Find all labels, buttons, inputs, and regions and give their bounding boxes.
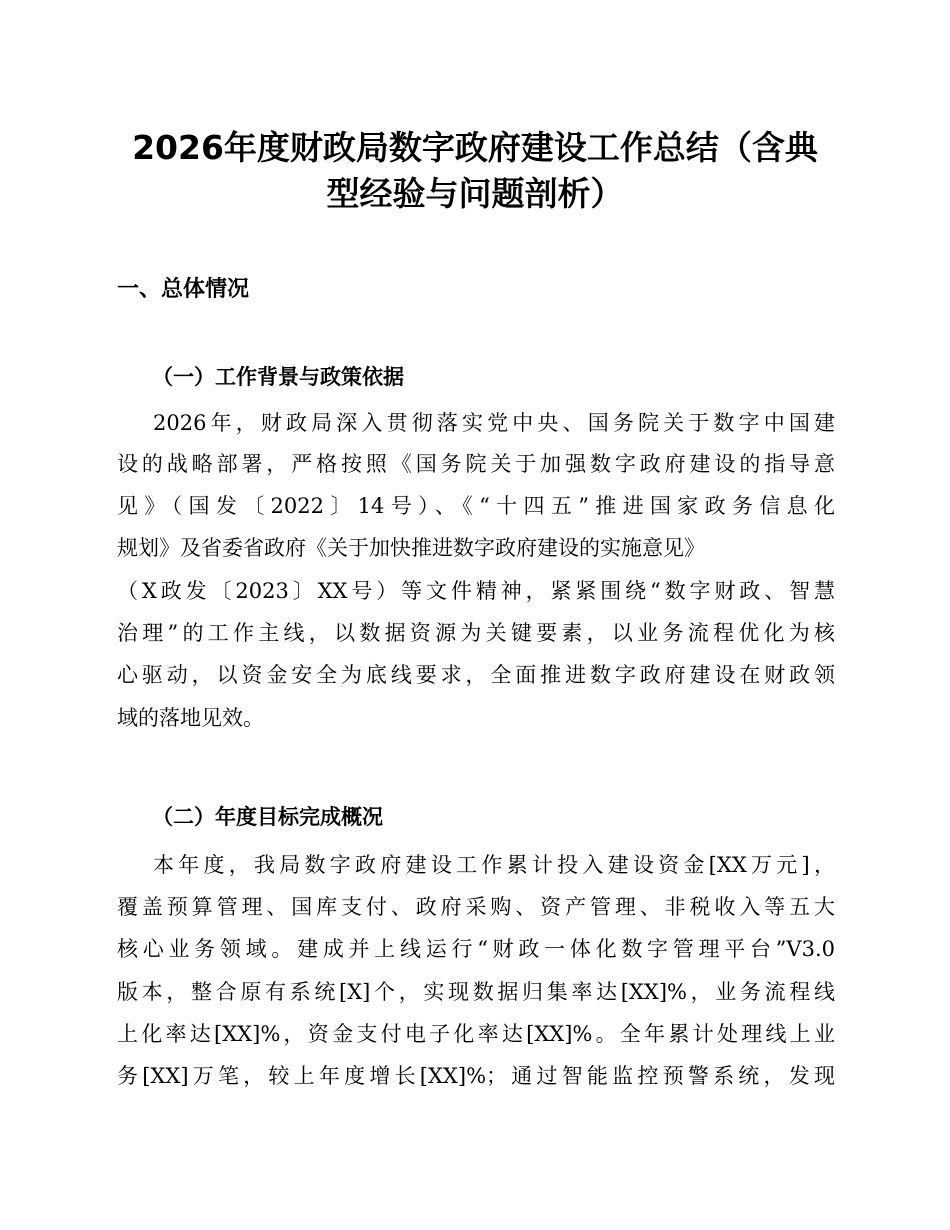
paragraph-line: 核心业务领域。建成并上线运行“财政一体化数字管理平台”V3.0 bbox=[117, 937, 835, 961]
section-heading-overall: 一、总体情况 bbox=[117, 277, 250, 302]
paragraph-line: （X政发〔2023〕XX号）等文件精神，紧紧围绕“数字财政、智慧 bbox=[117, 579, 835, 603]
paragraph-line: 规划》及省委省政府《关于加快推进数字政府建设的实施意见》 bbox=[117, 536, 705, 560]
paragraph-line: 治理”的工作主线，以数据资源为关键要素，以业务流程优化为核 bbox=[117, 621, 835, 645]
subsection-heading-annual-goals: （二）年度目标完成概况 bbox=[152, 805, 383, 829]
subsection-heading-background: （一）工作背景与政策依据 bbox=[152, 365, 404, 389]
paragraph-line: 域的落地见效。 bbox=[117, 706, 264, 730]
paragraph-line: 上化率达[XX]%，资金支付电子化率达[XX]%。全年累计处理线上业 bbox=[117, 1022, 835, 1046]
paragraph-line: 见》（国发〔2022〕14号）、《“十四五”推进国家政务信息化 bbox=[117, 494, 835, 518]
paragraph-line: 设的战略部署，严格按照《国务院关于加强数字政府建设的指导意 bbox=[117, 452, 835, 476]
paragraph-line: 务[XX]万笔，较上年度增长[XX]%；通过智能监控预警系统，发现 bbox=[117, 1064, 835, 1088]
document-title-line-1: 2026年度财政局数字政府建设工作总结（含典 bbox=[132, 128, 818, 167]
document-title-line-2: 型经验与问题剖析） bbox=[326, 174, 624, 213]
paragraph-line: 覆盖预算管理、国库支付、政府采购、资产管理、非税收入等五大 bbox=[117, 895, 835, 919]
paragraph-line: 版本，整合原有系统[X]个，实现数据归集率达[XX]%，业务流程线 bbox=[117, 980, 835, 1004]
paragraph-line: 2026年，财政局深入贯彻落实党中央、国务院关于数字中国建 bbox=[153, 411, 835, 435]
paragraph-line: 本年度，我局数字政府建设工作累计投入建设资金[XX万元]， bbox=[153, 853, 835, 877]
paragraph-line: 心驱动，以资金安全为底线要求，全面推进数字政府建设在财政领 bbox=[117, 663, 835, 687]
